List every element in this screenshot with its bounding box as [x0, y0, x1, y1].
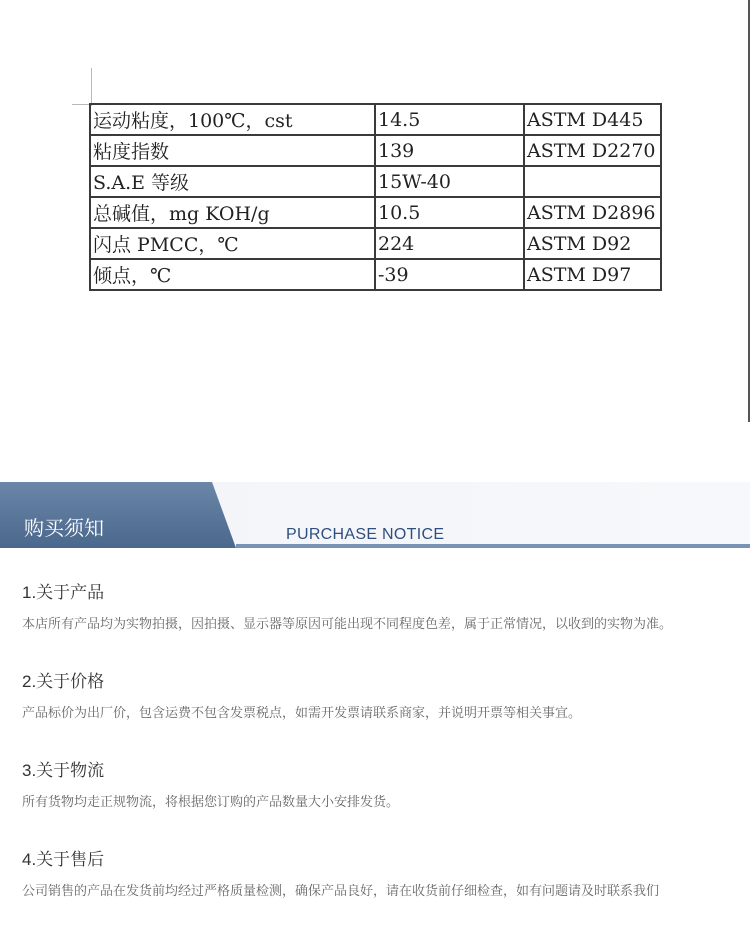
notice-item-product [22, 575, 732, 664]
property-cell: 粘度指数 [90, 135, 375, 166]
value-cell: 224 [375, 228, 524, 259]
banner-title: 购买须知 [24, 518, 104, 540]
table-row [90, 259, 661, 290]
value-cell: -39 [375, 259, 524, 290]
notice-item-price [22, 664, 732, 753]
notice-item-after-sales [22, 842, 732, 931]
value-cell: 10.5 [375, 197, 524, 228]
property-cell: S.A.E 等级 [90, 166, 375, 197]
banner-underline [236, 544, 750, 548]
notice-heading: 3.关于物流 [22, 761, 105, 780]
notice-body: 所有货物均走正规物流，将根据您订购的产品数量大小安排发货。 [22, 794, 400, 809]
method-cell: ASTM D2270 [524, 135, 661, 166]
property-cell: 总碱值，mg KOH/g [90, 197, 375, 228]
property-cell: 运动粘度，100℃，cst [90, 104, 375, 135]
method-cell: ASTM D97 [524, 259, 661, 290]
crop-mark-vertical [91, 68, 92, 106]
purchase-notice-banner [0, 482, 750, 548]
notice-item-logistics [22, 753, 732, 842]
notice-heading: 1.关于产品 [22, 583, 105, 602]
method-cell: ASTM D92 [524, 228, 661, 259]
notice-heading: 2.关于价格 [22, 672, 105, 691]
method-cell: ASTM D2896 [524, 197, 661, 228]
banner-subtitle: PURCHASE NOTICE [286, 526, 445, 543]
value-cell: 15W-40 [375, 166, 524, 197]
table-row [90, 135, 661, 166]
notice-heading: 4.关于售后 [22, 850, 105, 869]
spec-table [89, 103, 662, 291]
table-row [90, 197, 661, 228]
value-cell: 14.5 [375, 104, 524, 135]
table-row [90, 166, 661, 197]
method-cell [524, 166, 661, 197]
property-cell: 闪点 PMCC，℃ [90, 228, 375, 259]
value-cell: 139 [375, 135, 524, 166]
property-cell: 倾点，℃ [90, 259, 375, 290]
table-row [90, 228, 661, 259]
notice-body: 公司销售的产品在发货前均经过严格质量检测，确保产品良好，请在收货前仔细检查，如有问题请及时联系我们 [22, 883, 660, 898]
notice-body: 产品标价为出厂价，包含运费不包含发票税点，如需开发票请联系商家，并说明开票等相关事宜。 [22, 705, 582, 720]
method-cell: ASTM D445 [524, 104, 661, 135]
table-row [90, 104, 661, 135]
notice-list [22, 575, 732, 931]
notice-body: 本店所有产品均为实物拍摄，因拍摄、显示器等原因可能出现不同程度色差，属于正常情况，以收到的实物为准。 [22, 616, 673, 631]
